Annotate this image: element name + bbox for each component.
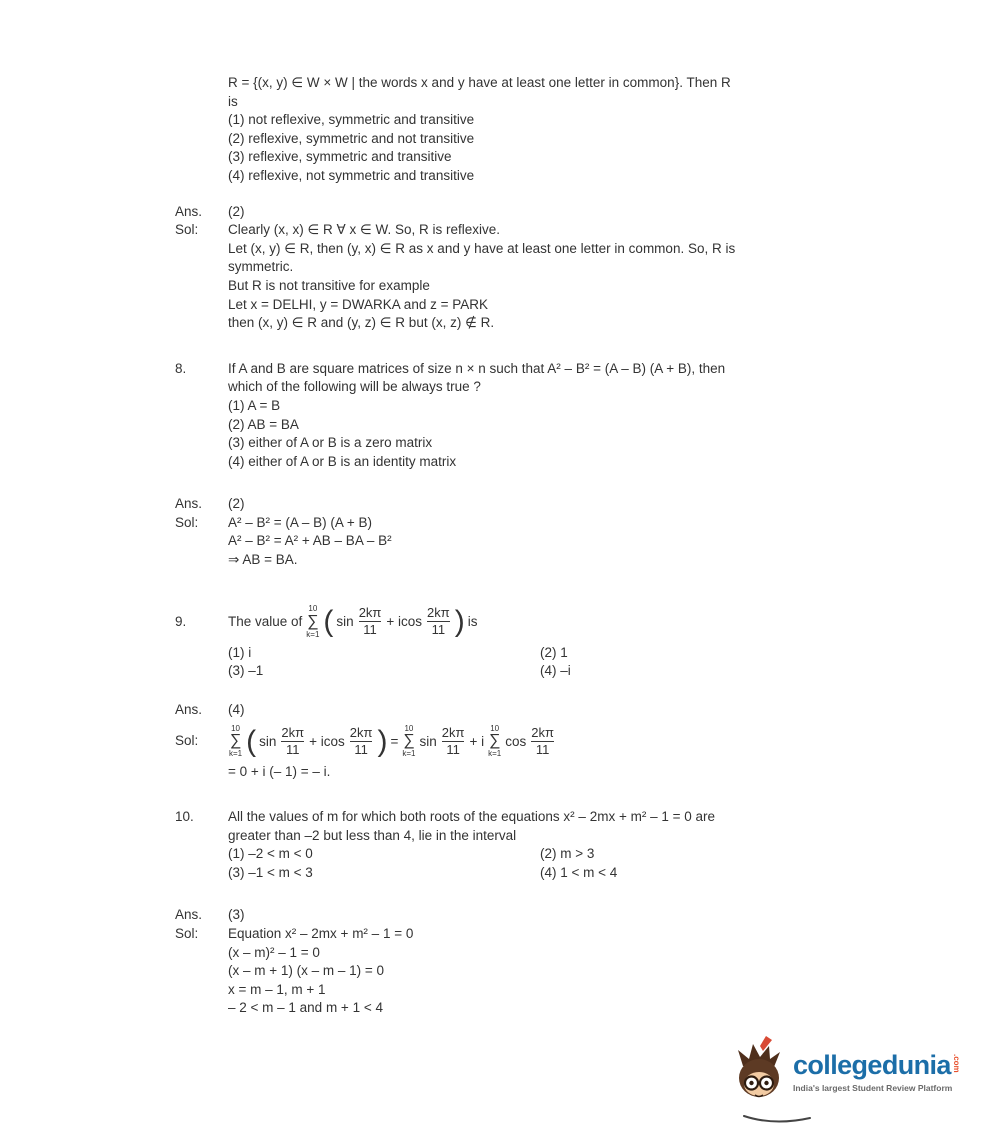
- close-paren: ): [454, 604, 465, 638]
- answer-value: (3): [228, 907, 245, 923]
- option: (1) –2 < m < 0: [228, 846, 313, 862]
- equation-text: is: [467, 614, 478, 630]
- option: (3) –1: [228, 663, 264, 679]
- equation-text: The value of: [228, 614, 303, 630]
- question-8: [175, 360, 840, 472]
- solution-line: Let x = DELHI, y = DWARKA and z = PARK: [228, 296, 488, 312]
- option: (1) i: [228, 644, 252, 660]
- option: (4) either of A or B is an identity matrix: [228, 453, 457, 469]
- answer-value: (2): [228, 203, 245, 219]
- solution-equation: [228, 719, 840, 763]
- question-line: greater than –2 but less than 4, lie in the interval: [228, 827, 517, 843]
- fraction: $\frac{2k\pi}{11}$: [441, 724, 465, 757]
- answer-value: (2): [228, 496, 245, 512]
- sigma-notation: 10 ∑ k=1: [488, 724, 502, 759]
- equals-sign: =: [390, 733, 399, 749]
- solution-line: But R is not transitive for example: [228, 277, 430, 293]
- document-page: [175, 74, 840, 1018]
- option: (3) either of A or B is a zero matrix: [228, 435, 433, 451]
- option: (3) reflexive, symmetric and transitive: [228, 149, 452, 165]
- brand-tagline: India's largest Student Review Platform: [793, 1083, 953, 1093]
- collegedunia-mascot-icon: [733, 1036, 789, 1102]
- solution-line: A² – B² = A² + AB – BA – B²: [228, 533, 392, 549]
- fraction: $\frac{2k\pi}{11}$: [281, 724, 305, 757]
- question-7-continuation: [175, 74, 840, 186]
- option: (2) m > 3: [540, 846, 595, 862]
- sigma-notation: 10 ∑ k=1: [229, 724, 243, 759]
- fraction: $\frac{2k\pi}{11}$: [531, 724, 554, 757]
- solution-label: Sol:: [175, 733, 199, 749]
- brand-text: collegedunia: [793, 1050, 951, 1080]
- option: (2) 1: [540, 644, 568, 660]
- solution-line: ⇒ AB = BA.: [228, 552, 298, 568]
- function-name: sin: [336, 614, 354, 630]
- logo-swoosh: [742, 1112, 812, 1126]
- solution-line: = 0 + i (– 1) = – i.: [228, 764, 331, 780]
- open-paren: (: [323, 604, 334, 638]
- option: (2) AB = BA: [228, 416, 299, 432]
- solution-line: Let (x, y) ∈ R, then (y, x) ∈ R as x and y have at least one letter in common. So, R is: [228, 240, 736, 256]
- question-10: [175, 808, 840, 882]
- question-equation: [228, 600, 840, 644]
- answer-block-10: [175, 906, 840, 1018]
- solution-line: x = m – 1, m + 1: [228, 981, 326, 997]
- answer-label: Ans.: [175, 701, 203, 717]
- solution-line: (x – m + 1) (x – m – 1) = 0: [228, 963, 385, 979]
- option: (2) reflexive, symmetric and not transitive: [228, 130, 475, 146]
- answer-value: (4): [228, 701, 245, 717]
- question-9: [175, 600, 840, 681]
- sigma-notation: 10 ∑ k=1: [402, 724, 416, 759]
- option: (1) A = B: [228, 397, 281, 413]
- answer-block-8: [175, 495, 840, 569]
- answer-label: Ans.: [175, 496, 203, 512]
- equation-text: + i: [469, 733, 485, 749]
- answer-label: Ans.: [175, 907, 203, 923]
- solution-line: – 2 < m – 1 and m + 1 < 4: [228, 1000, 383, 1016]
- question-number: 8.: [175, 360, 187, 376]
- function-name: sin: [419, 733, 437, 749]
- question-line: is: [228, 93, 238, 109]
- close-paren: ): [377, 724, 388, 758]
- function-name: + icos: [309, 733, 345, 749]
- solution-line: (x – m)² – 1 = 0: [228, 944, 320, 960]
- question-line: R = {(x, y) ∈ W × W | the words x and y have at least one letter in common}. Then R: [228, 75, 731, 90]
- answer-label: Ans.: [175, 203, 203, 219]
- option: (4) reflexive, not symmetric and transitive: [228, 167, 475, 183]
- fraction: $\frac{2k\pi}{11}$: [349, 724, 373, 757]
- brand-suffix: .com: [951, 1054, 961, 1073]
- question-number: 9.: [175, 613, 187, 629]
- function-name: sin: [259, 733, 277, 749]
- fraction: $\frac{2k\pi}{11}$: [427, 604, 450, 638]
- solution-label: Sol:: [175, 514, 199, 530]
- sigma-notation: 10 ∑ k=1: [306, 604, 320, 639]
- option: (4) –i: [540, 663, 571, 679]
- solution-label: Sol:: [175, 222, 199, 238]
- question-line: All the values of m for which both roots of the equations x² – 2mx + m² – 1 = 0 are: [228, 809, 715, 825]
- option: (1) not reflexive, symmetric and transitive: [228, 112, 475, 128]
- question-number: 10.: [175, 809, 194, 825]
- collegedunia-logo: [733, 1036, 961, 1102]
- solution-label: Sol:: [175, 926, 199, 941]
- solution-line: A² – B² = (A – B) (A + B): [228, 514, 373, 530]
- option: (3) –1 < m < 3: [228, 864, 313, 880]
- fraction: $\frac{2k\pi}{11}$: [358, 604, 382, 638]
- answer-block-9: [175, 701, 840, 782]
- solution-line: Clearly (x, x) ∈ R ∀ x ∈ W. So, R is reflexive.: [228, 222, 501, 238]
- solution-line: Equation x² – 2mx + m² – 1 = 0: [228, 926, 414, 941]
- question-line: If A and B are square matrices of size n × n such that A² – B² = (A – B) (A + B), then: [228, 360, 726, 376]
- question-line: which of the following will be always true ?: [228, 379, 481, 395]
- solution-line: then (x, y) ∈ R and (y, z) ∈ R but (x, z) ∉ R.: [228, 315, 495, 331]
- option: (4) 1 < m < 4: [540, 864, 618, 880]
- solution-line: symmetric.: [228, 259, 294, 275]
- open-paren: (: [246, 724, 257, 758]
- answer-block-7: [175, 203, 840, 333]
- function-name: + icos: [386, 614, 423, 630]
- function-name: cos: [505, 733, 527, 749]
